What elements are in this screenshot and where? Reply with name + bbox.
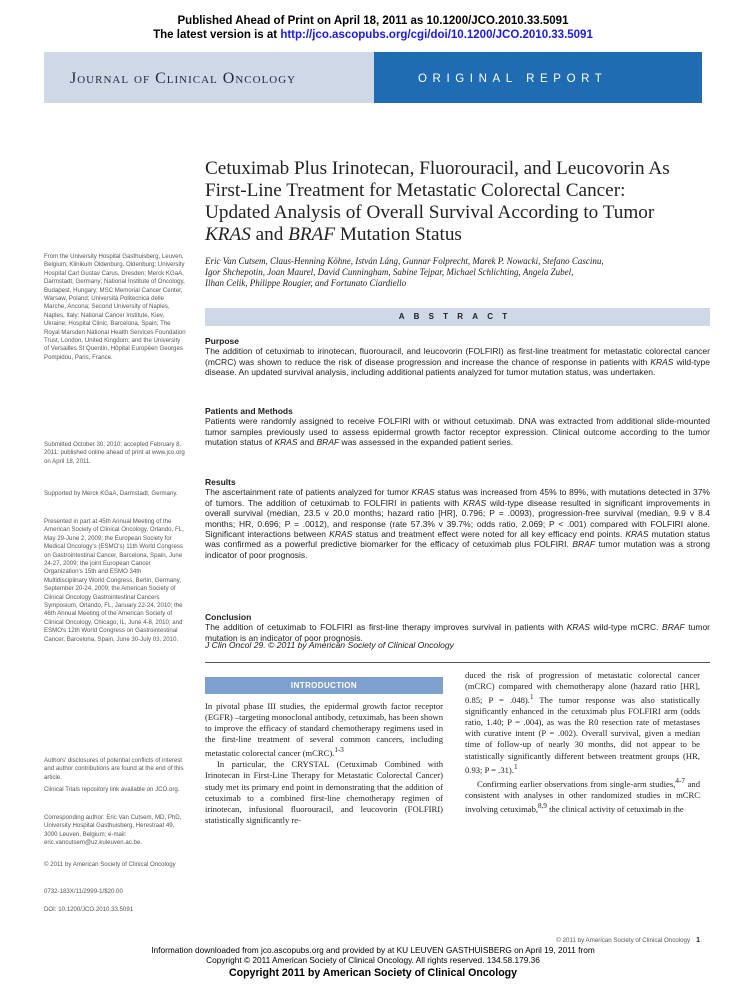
ref-superscript[interactable]: 4-7 bbox=[675, 776, 685, 785]
conclusion-heading: Conclusion bbox=[205, 612, 252, 622]
intro-heading: INTRODUCTION bbox=[205, 677, 443, 694]
body-column-2 bbox=[465, 670, 700, 815]
conclusion-text: The addition of cetuximab to FOLFIRI as first-line therapy improves survival in patients with KRAS wild-type mCRC. BRAF tumor mutation is an indicator of poor prognosis. bbox=[205, 622, 710, 643]
title-kras: KRAS bbox=[205, 224, 251, 245]
title-end: Mutation Status bbox=[335, 224, 462, 245]
article-title bbox=[205, 158, 710, 246]
results-heading: Results bbox=[205, 477, 236, 487]
download-notice bbox=[0, 946, 746, 965]
intro-paragraph-4: Confirming earlier observations from single-arm studies,$^{4-7}$ and consistent with analyses in other randomized studies in mCRC involving cetuximab,$^{8,9}$ the clinical activity of cetuximab in the bbox=[465, 776, 700, 814]
journal-name: Journal of Clinical Oncology bbox=[70, 70, 297, 87]
sidebar-disclosures: Authors' disclosures of potential conflicts of interest and author contributions are found at the end of this article. bbox=[44, 757, 184, 781]
footer-copyright: © 2011 by American Society of Clinical Oncology bbox=[556, 937, 691, 944]
methods-heading: Patients and Methods bbox=[205, 406, 293, 416]
intro-paragraph-2: In particular, the CRYSTAL (Cetuximab Combined with Irinotecan in First-Line Therapy for Metastatic Colorectal Cancer) study met its primary end point in demonstrating that the addition of cetuximab to a combined first-line chemotherapy regimen of irinotecan, infusional fluorouracil, and leucovorin (FOLFIRI) statistically significantly re- bbox=[205, 759, 443, 825]
title-line-2: First-Line Treatment for Metastatic Colorectal Cancer: bbox=[205, 180, 626, 201]
section-label: ORIGINAL REPORT bbox=[418, 73, 608, 85]
abstract-conclusion bbox=[205, 612, 710, 643]
title-line-4 bbox=[205, 224, 710, 246]
purpose-heading: Purpose bbox=[205, 336, 240, 346]
authors-line-2: Igor Shchepotin, Joan Maurel, David Cunningham, Sabine Tejpar, Michael Schlichting, Angela Zubel, bbox=[205, 267, 574, 277]
abstract-methods bbox=[205, 406, 710, 448]
body-column-1 bbox=[205, 701, 443, 826]
sidebar-corresponding: Corresponding author: Eric Van Cutsem, MD, PhD, University Hospital Gasthuisberg, Herestraat 49, 3000 Leuven, Belgium; e-mail: eric.vancutsem@uz.kuleuven.ac.be. bbox=[44, 814, 182, 847]
abstract-purpose bbox=[205, 336, 710, 378]
ref-superscript[interactable]: 1 bbox=[513, 762, 518, 771]
title-and: and bbox=[250, 224, 289, 245]
intro-paragraph-3: duced the risk of progression of metastatic colorectal cancer (mCRC) compared with chemotherapy alone (hazard ratio [HR], 0.85; P = .048).$^1$ The tumor response was also statistically significantly enhanced in the cetuximab plus FOLFIRI arm (odds ratio, 1.40; P = .004), as was the R0 resection rate of metastases with curative intent (P = .002). Overall survival, given a median time of follow-up of nearly 30 months, did not appear to be statistically significantly different between treatment groups (HR, 0.93; P = .31).$^1$ bbox=[465, 670, 701, 775]
results-text: The ascertainment rate of patients analyzed for tumor KRAS status was increased from 45% to 89%, with mutations detected in 37% of tumors. The addition of cetuximab to FOLFIRI in patients with KRAS wild-type disease resulted in significant improvements in overall survival (median, 23.5 v 20.0 months; hazard ratio [HR], 0.796; P = .0093), progression-free survival (median, 9.9 v 8.4 months; HR, 0.696; P = .0012), and response (rate 57.3% v 39.7%; odds ratio, 2.069; P < .001) compared with FOLFIRI alone. Significant interactions between KRAS status and treatment effect were noted for all key efficacy end points. KRAS mutation status was confirmed as a powerful predictive biomarker for the efficacy of cetuximab plus FOLFIRI. BRAF tumor mutation was a strong indicator of poor prognosis. bbox=[205, 487, 711, 560]
title-line-1: Cetuximab Plus Irinotecan, Fluorouracil, and Leucovorin As bbox=[205, 158, 670, 179]
sidebar-registry: Clinical Trials repository link available on JCO.org. bbox=[44, 786, 180, 793]
authors-line-1: Eric Van Cutsem, Claus-Henning Köhne, István Láng, Gunnar Folprecht, Marek P. Nowacki, Stefano Cascinu, bbox=[205, 256, 604, 266]
section-divider bbox=[205, 662, 710, 663]
authors-line-3: Ilhan Celik, Philippe Rougier, and Fortunato Ciardiello bbox=[205, 278, 407, 288]
publish-notice: Published Ahead of Print on April 18, 2011 as 10.1200/JCO.2010.33.5091 bbox=[177, 15, 569, 27]
download-line-1: Information downloaded from jco.ascopubs.org and provided by at KU LEUVEN GASTHUISBERG on April 19, 2011 from bbox=[151, 945, 595, 955]
ref-superscript[interactable]: 8,9 bbox=[538, 801, 547, 810]
download-line-2: Copyright © 2011 American Society of Clinical Oncology. All rights reserved. 134.58.179.36 bbox=[206, 954, 540, 965]
sidebar-issn: 0732-183X/11/2999-1/$20.00 bbox=[44, 888, 123, 895]
sidebar-presented: Presented in part at 45th Annual Meeting of the American Society of Clinical Oncology, Orlando, FL, May 29-June 2, 2009; the European Society for Medical Oncology's (ESMO's) 11th World Congress on Gastrointestinal Cancer, Barcelona, Spain, June 24-27, 2009; the joint European Cancer Organization's 15th and ESMO 34th Multidisciplinary World Congress, Berlin, Germany, September 20-24, 2009; the American Society of Clinical Oncology Gastrointestinal Cancers Symposium, Orlando, FL, January 22-24, 2010; the 46th Annual Meeting of the American Society of Clinical Oncology, Chicago, IL, June 4-8, 2010; and ESMO's 12th World Congress on Gastrointestinal Cancer, Barcelona, Spain, June 30-July 03, 2010. bbox=[44, 518, 184, 643]
sidebar-copyright: © 2011 by American Society of Clinical Oncology bbox=[44, 861, 176, 868]
sidebar-affiliations: From the University Hospital Gasthuisberg, Leuven, Belgium; Klinikum Oldenburg, Oldenburg; University Hospital Carl Gustav Carus, Dresden; Merck KGaA, Darmstadt, Germany; National Institute of Oncology, Budapest, Hungary; MSC Memorial Cancer Center, Warsaw, Poland; Università Politecnica delle Marche, Ancona; Second University of Naples, Naples, Italy; National Cancer Institute, Kiev, Ukraine; Hospital Clinic, Barcelona, Spain; The Royal Marsden National Health Services Foundation Trust, London, United Kingdom; and the University of Versailles St Quentin, Hôpital Européen Georges Pompidou, Paris, France. bbox=[44, 253, 186, 361]
download-ip: 134.58.179.36 bbox=[486, 954, 540, 965]
ref-superscript[interactable]: 1 bbox=[529, 693, 534, 702]
sidebar-support: Supported by Merck KGaA, Darmstadt, Germany. bbox=[44, 490, 178, 497]
copyright-footer: Copyright 2011 by American Society of Clinical Oncology bbox=[228, 967, 518, 979]
print-header bbox=[0, 14, 746, 42]
author-list bbox=[205, 256, 710, 289]
sidebar-submitted: Submitted October 30, 2010; accepted February 8, 2011; published online ahead of print at www.jco.org on April 18, 2011. bbox=[44, 441, 185, 465]
methods-text: Patients were randomly assigned to receive FOLFIRI with or without cetuximab. DNA was extracted from additional slide-mounted tumor samples previously used to assess epidermal growth factor receptor expression. Clinical outcome according to the tumor mutation status of KRAS and BRAF was assessed in the expanded patient series. bbox=[205, 416, 710, 448]
abstract-heading: ABSTRACT bbox=[205, 308, 710, 326]
doi-link[interactable]: http://jco.ascopubs.org/cgi/doi/10.1200/JCO.2010.33.5091 bbox=[280, 29, 593, 41]
latest-version-prefix: The latest version is at bbox=[153, 29, 281, 41]
abstract-results bbox=[205, 477, 710, 560]
ref-superscript[interactable]: 1-3 bbox=[334, 746, 344, 755]
title-braf: BRAF bbox=[288, 224, 336, 245]
title-line-3: Updated Analysis of Overall Survival According to Tumor bbox=[205, 202, 655, 223]
page-footer bbox=[512, 937, 700, 944]
purpose-text: The addition of cetuximab to irinotecan, fluorouracil, and leucovorin (FOLFIRI) as first-line treatment for metastatic colorectal cancer (mCRC) was shown to reduce the risk of disease progression and increase the chance of response in patients with KRAS wild-type disease. An updated survival analysis, including additional patients analyzed for tumor mutation status, was undertaken. bbox=[205, 346, 710, 378]
intro-paragraph-1: In pivotal phase III studies, the epidermal growth factor receptor (EGFR) –targeting monoclonal antibody, cetuximab, has been shown to improve the efficacy of standard chemotherapy regimens used in the first-line treatment of several common cancers, including metastatic colorectal cancer (mCRC).$^{1-3}$ bbox=[205, 701, 443, 759]
latest-version-line bbox=[0, 28, 746, 42]
sidebar-doi: DOI: 10.1200/JCO.2010.33.5091 bbox=[44, 906, 134, 913]
page-number: 1 bbox=[696, 937, 700, 944]
citation-line: J Clin Oncol 29. © 2011 by American Society of Clinical Oncology bbox=[205, 640, 454, 650]
